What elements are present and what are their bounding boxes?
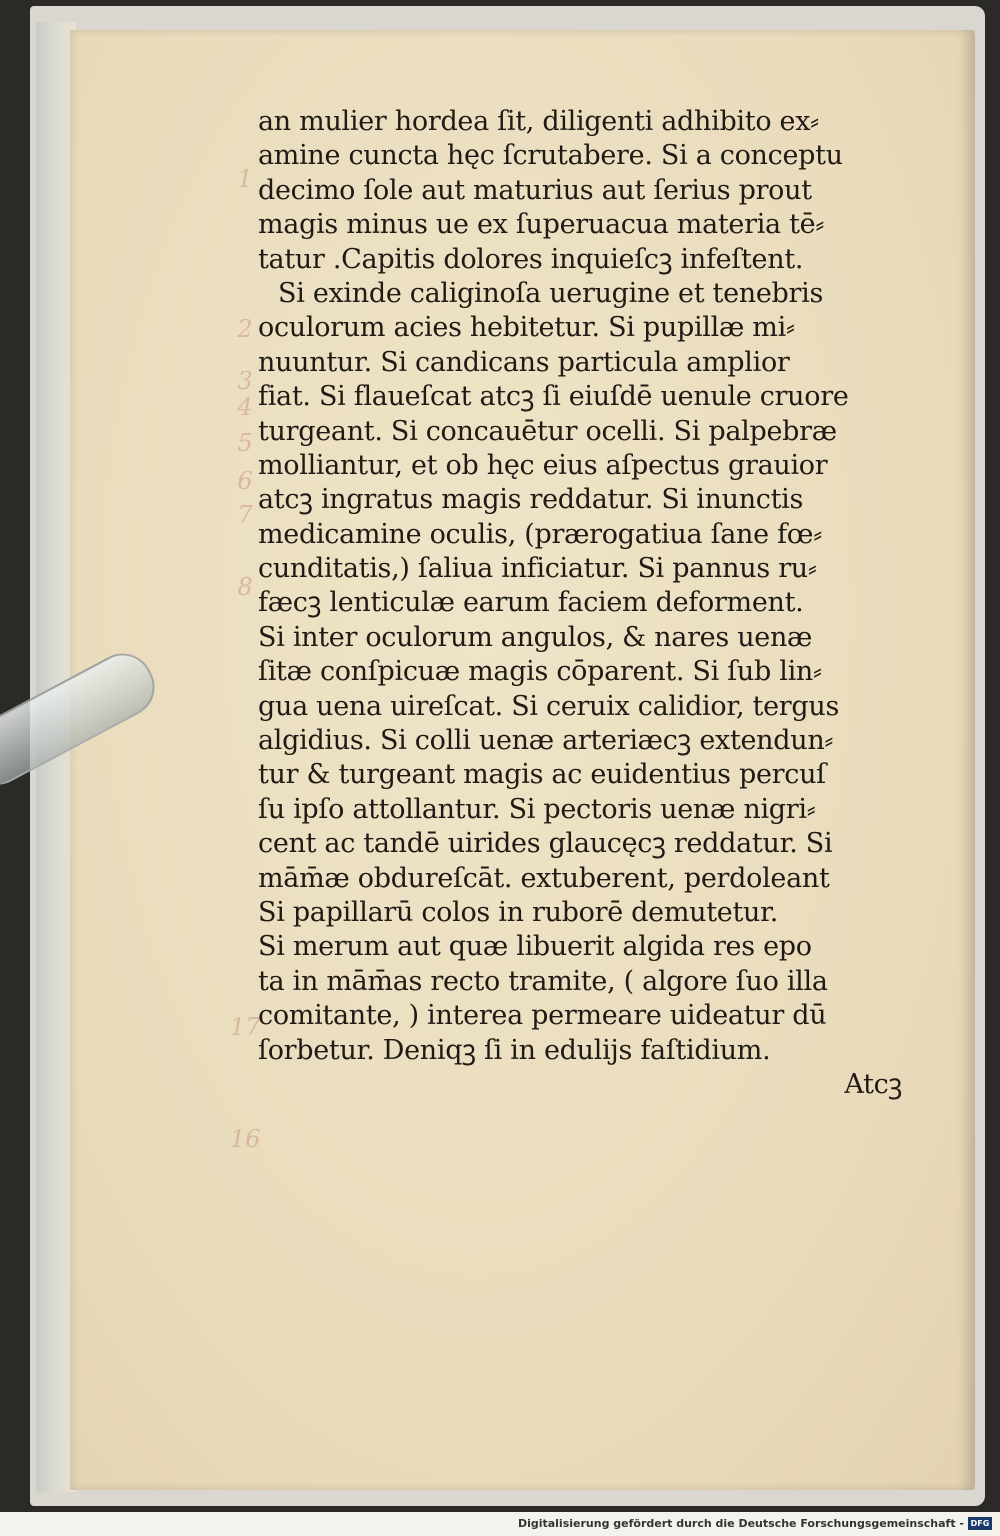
text-line: gua uena uireſcat. Si ceruix calidior, tergus [258,690,840,722]
margin-number: 7 [237,501,253,529]
margin-number: 3 [237,367,253,395]
text-line: atcꝫ ingratus magis reddatur. Si inunctis [258,484,804,516]
text-line: turgeant. Si concauētur ocelli. Si palpebræ [258,415,837,447]
text-line: Si merum aut quæ libuerit algida res epo [258,931,812,963]
footer-bar [0,1512,1000,1536]
text-line: cunditatis,) ſaliua inficiatur. Si pannus ru⸗ [258,553,817,585]
text-line: ta in mām̄as recto tramite, ( algore ſuo illa [258,965,828,997]
text-line: decimo ſole aut maturius aut ſerius prout [258,174,812,206]
text-line: Si papillarū colos in ruborē demutetur. [258,896,779,928]
margin-number: 2 [237,315,253,343]
spine-shadow [957,30,975,1490]
margin-number: 6 [237,467,253,495]
text-line: magis minus ue ex ſuperuacua materia tē⸗ [258,209,825,241]
margin-number: 1 [237,165,253,193]
margin-number: 17 [230,1013,261,1041]
text-line: cent ac tandē uirides glaucęcꝫ reddatur. Si [258,828,833,860]
text-line: molliantur, et ob hęc eius aſpectus grauior [258,449,828,481]
text-line: an mulier hordea ſit, diligenti adhibito ex⸗ [258,106,819,137]
margin-number: 16 [230,1125,261,1153]
text-line: fæcꝫ lenticulæ earum faciem deforment. [258,587,804,619]
text-line: ſitæ conſpicuæ magis cōparent. Si ſub lin⸗ [258,656,822,688]
catchword: Atcꝫ [844,1068,902,1100]
text-line: ſorbetur. Deniqꝫ ſi in edulijs faſtidium. [258,1034,771,1066]
text-line: tur & turgeant magis ac euidentius percuſ [258,759,826,791]
margin-number: 5 [237,429,253,457]
text-line: fiat. Si flaueſcat atcꝫ ſi eiuſdē uenule cruore [258,381,849,413]
text-line: tatur .Capitis dolores inquieſcꝫ infeſtent. [258,243,804,275]
margin-number: 8 [237,573,253,601]
funding-credit: Digitalisierung gefördert durch die Deutsche Forschungsgemeinschaft - [517,1517,964,1530]
text-line: mām̄æ obdureſcāt. extuberent, perdoleant [258,862,830,894]
text-line: amine cuncta hęc ſcrutabere. Si a conceptu [258,140,843,172]
text-line: oculorum acies hebitetur. Si pupillæ mi⸗ [258,312,795,344]
text-line: algidius. Si colli uenæ arteriæcꝫ extendun⸗ [258,725,834,757]
margin-number: 4 [237,393,253,421]
text-line: comitante, ) interea permeare uideatur dū [258,1000,827,1032]
text-line: nuuntur. Si candicans particula amplior [258,346,790,378]
page-text [258,105,918,1102]
text-line: Si exinde caliginoſa uerugine et tenebris [278,277,824,309]
text-line: Si inter oculorum angulos, & nares uenæ [258,621,813,653]
text-line: medicamine oculis, (prærogatiua ſane fœ⸗ [258,518,822,550]
text-line: ſu ipſo attollantur. Si pectoris uenæ nigri⸗ [258,793,816,825]
dfg-logo-icon: DFG [968,1517,992,1530]
